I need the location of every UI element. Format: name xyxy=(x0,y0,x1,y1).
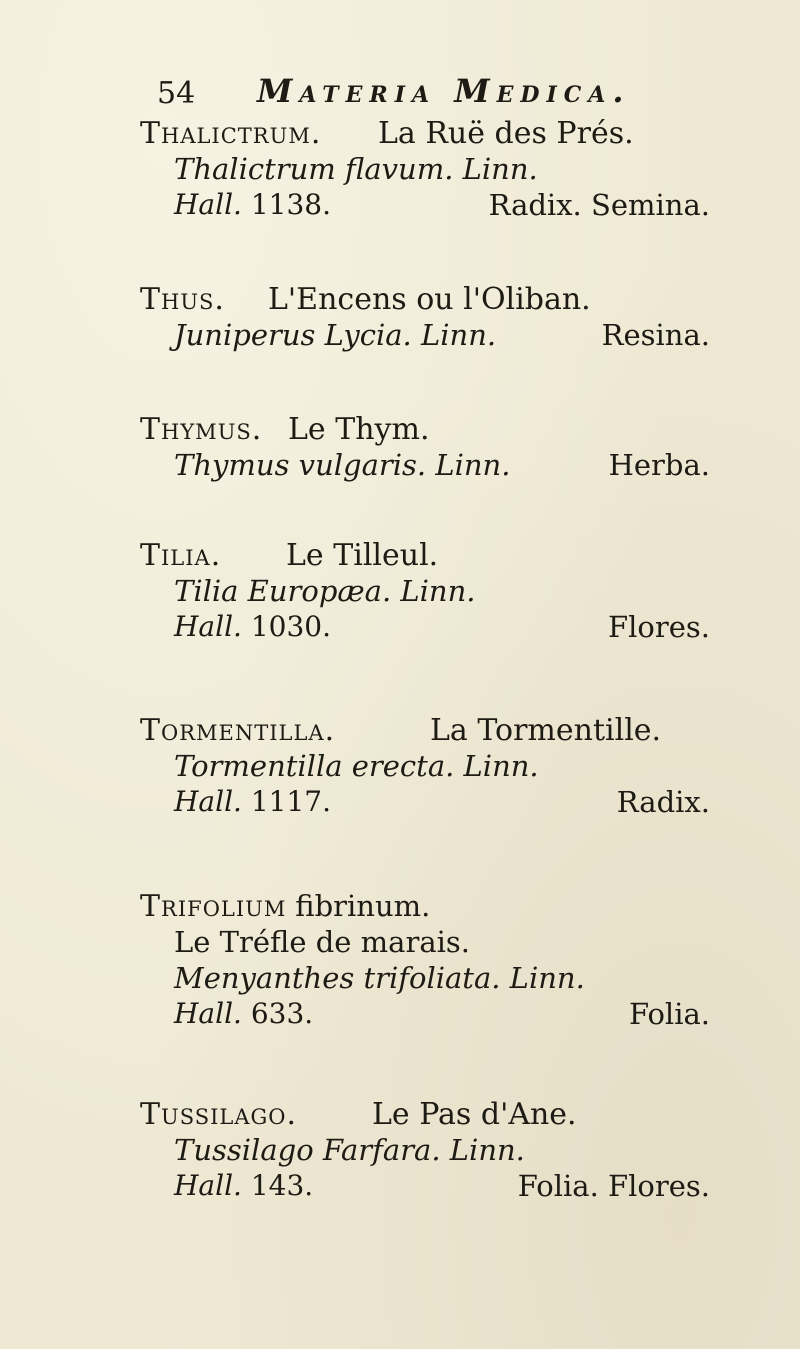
reference-number: 1117. xyxy=(250,785,331,818)
entry-parts: Herba. xyxy=(608,448,710,482)
reference-number: 143. xyxy=(250,1169,314,1202)
entry-tilia xyxy=(140,538,710,648)
entry-thalictrum xyxy=(140,116,710,226)
entry-binomial: Juniperus Lycia. Linn. xyxy=(174,318,497,352)
entry-genus: Tussilago. xyxy=(140,1097,298,1132)
reference-label: Hall. xyxy=(174,997,242,1030)
entry-common-name: Le Thym. xyxy=(288,412,430,447)
entry-tussilago xyxy=(140,1097,710,1207)
reference-label: Hall. xyxy=(174,785,242,818)
entry-binomial: Thymus vulgaris. Linn. xyxy=(174,448,511,482)
reference-label: Hall. xyxy=(174,1169,242,1202)
entry-reference xyxy=(174,1168,313,1204)
entry-genus: Thalictrum. xyxy=(140,116,322,151)
entry-genus: Tilia. xyxy=(140,538,222,573)
entry-common-name: La Ruë des Prés. xyxy=(378,116,634,151)
entry-reference xyxy=(174,784,331,820)
entry-parts: Radix. Semina. xyxy=(488,188,710,222)
entry-genus: Tormentilla. xyxy=(140,713,336,748)
entry-genus-rest: fibrinum. xyxy=(295,889,431,923)
reference-number: 1138. xyxy=(250,188,331,221)
entry-common-name: Le Tilleul. xyxy=(286,538,439,573)
entry-binomial: Tussilago Farfara. Linn. xyxy=(174,1133,525,1167)
entry-thus xyxy=(140,282,710,357)
entry-common-name: Le Tréfle de marais. xyxy=(174,925,470,959)
entry-genus: Thymus. xyxy=(140,412,263,447)
entry-parts: Flores. xyxy=(608,610,710,644)
page-number: 54 xyxy=(157,76,196,111)
reference-label: Hall. xyxy=(174,188,242,221)
reference-number: 1030. xyxy=(250,610,331,643)
entry-genus: Trifolium xyxy=(140,889,287,924)
entry-reference xyxy=(174,609,331,645)
reference-label: Hall. xyxy=(174,610,242,643)
entry-common-name: Le Pas d'Ane. xyxy=(372,1097,577,1132)
entry-heading xyxy=(140,888,430,925)
entry-reference xyxy=(174,996,313,1032)
page-header xyxy=(157,74,717,114)
entry-common-name: L'Encens ou l'Oliban. xyxy=(268,282,591,317)
running-title: Materia Medica. xyxy=(257,72,631,110)
entry-reference xyxy=(174,187,331,223)
entry-thymus xyxy=(140,412,710,487)
reference-number: 633. xyxy=(250,997,314,1030)
entry-binomial: Tilia Europæa. Linn. xyxy=(174,574,476,608)
entry-parts: Radix. xyxy=(616,785,710,819)
entry-binomial: Thalictrum flavum. Linn. xyxy=(174,152,538,186)
entry-parts: Resina. xyxy=(601,318,710,352)
entry-binomial: Menyanthes trifoliata. Linn. xyxy=(174,961,585,995)
entry-genus: Thus. xyxy=(140,282,225,317)
entry-binomial: Tormentilla erecta. Linn. xyxy=(174,749,539,783)
entry-parts: Folia. Flores. xyxy=(517,1169,710,1203)
entry-tormentilla xyxy=(140,713,710,823)
entry-trifolium xyxy=(140,888,710,1038)
entry-common-name: La Tormentille. xyxy=(430,713,662,748)
entry-parts: Folia. xyxy=(628,997,710,1031)
